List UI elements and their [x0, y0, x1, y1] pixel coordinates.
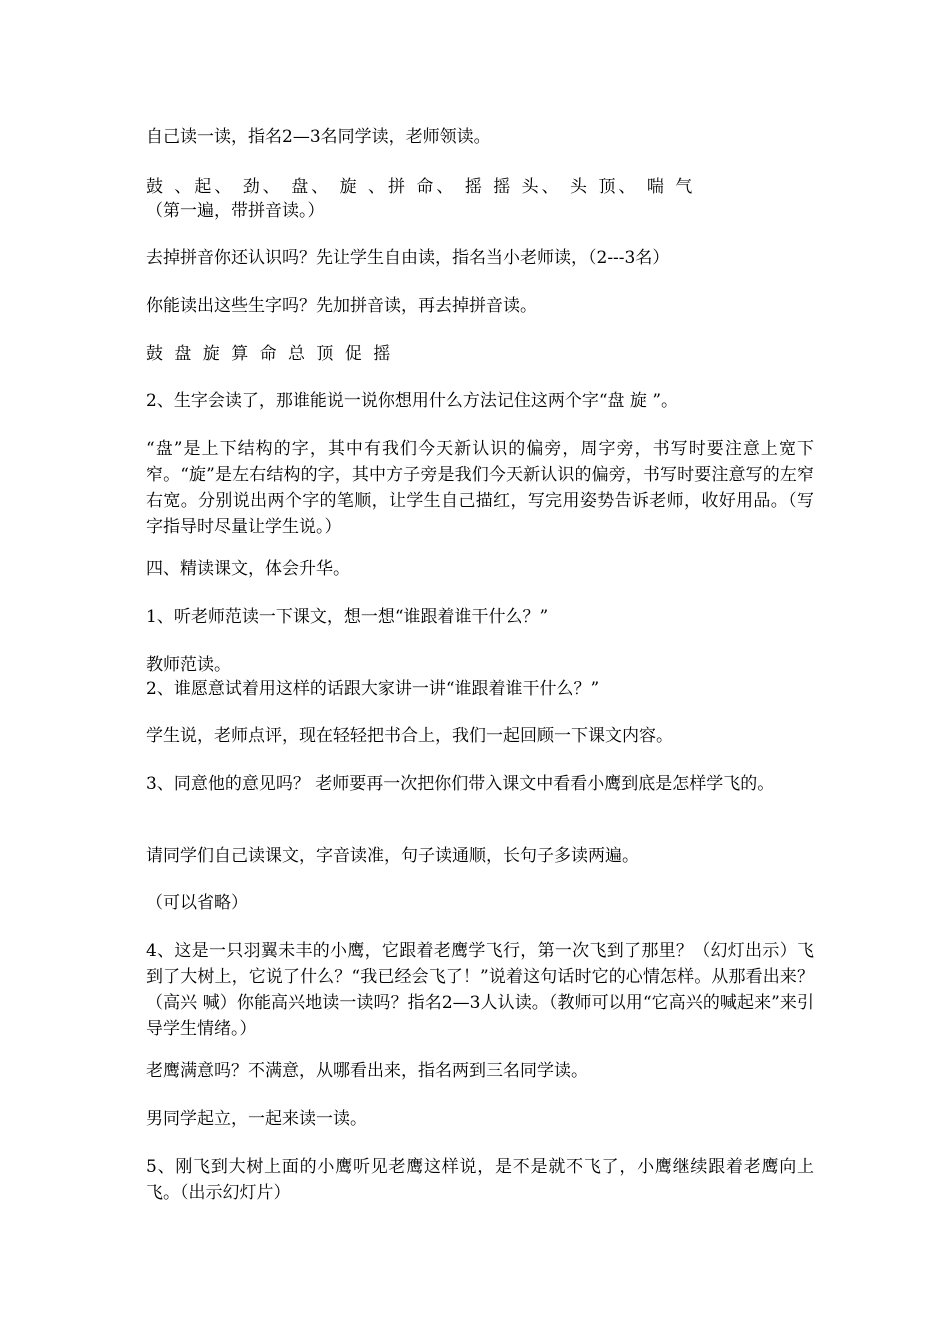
paragraph-teacher-reads: 1、听老师范读一下课文，想一想“谁跟着谁干什么？” [146, 607, 549, 627]
paragraph-retell: 2、谁愿意试着用这样的话跟大家讲一讲“谁跟着谁干什么？” [146, 679, 600, 699]
paragraph-read-aloud: 自己读一读，指名2—3名同学读，老师领读。 [146, 127, 491, 147]
paragraph-remove-pinyin: 去掉拼音你还认识吗？先让学生自由读，指名当小老师读，（2---3名） [146, 248, 670, 268]
paragraph-teacher-demo: 教师范读。 [146, 655, 231, 675]
paragraph-memorize-characters: 2、生字会读了，那谁能说一说你想用什么方法记住这两个字“盘 旋 ”。 [146, 391, 679, 411]
paragraph-self-read: 请同学们自己读课文，字音读准，句子读通顺，长句子多读两遍。 [146, 846, 639, 866]
character-list: 鼓 盘 旋 算 命 总 顶 促 摇 [146, 344, 394, 364]
paragraph-young-eagle: 4、这是一只羽翼未丰的小鹰，它跟着老鹰学飞行，第一次飞到了那里？（幻灯出示）飞到了大树上，它说了什么？“我已经会飞了！”说着这句话时它的心情怎样。从那看出来？（高兴 喊）你能高兴地读一读吗？指名2—3人认读。（教师可以用“它高兴的喊起来”来引导学生情绪。） [146, 941, 814, 1039]
character-list-pinyin: 鼓 、起、 劲、 盘、 旋 、拼 命、 摇 摇 头、 头 顶、 喘 气 [146, 177, 696, 197]
note-optional: （可以省略） [146, 893, 248, 913]
paragraph-read-characters: 你能读出这些生字吗？先加拼音读，再去掉拼音读。 [146, 296, 537, 316]
note-first-pass: （第一遍，带拼音读。） [146, 201, 325, 221]
paragraph-old-eagle: 老鹰满意吗？不满意，从哪看出来，指名两到三名同学读。 [146, 1061, 588, 1081]
paragraph-fly-higher: 5、刚飞到大树上面的小鹰听见老鹰这样说，是不是就不飞了，小鹰继续跟着老鹰向上飞。（出示幻灯片） [146, 1157, 814, 1203]
section-heading-close-reading: 四、精读课文，体会升华。 [146, 559, 350, 579]
paragraph-student-speak: 学生说，老师点评，现在轻轻把书合上，我们一起回顾一下课文内容。 [146, 726, 673, 746]
paragraph-writing-guidance: “盘”是上下结构的字，其中有我们今天新认识的偏旁，周字旁，书写时要注意上宽下窄。“旋”是左右结构的字，其中方子旁是我们今天新认识的偏旁，书写时要注意写的左窄右宽。分别说出两个字的笔顺，让学生自己描红，写完用姿势告诉老师，收好用品。（写字指导时尽量让学生说。） [146, 439, 814, 537]
paragraph-agree-opinion: 3、同意他的意见吗？ 老师要再一次把你们带入课文中看看小鹰到底是怎样学飞的。 [146, 774, 775, 794]
paragraph-boys-read: 男同学起立，一起来读一读。 [146, 1109, 367, 1129]
